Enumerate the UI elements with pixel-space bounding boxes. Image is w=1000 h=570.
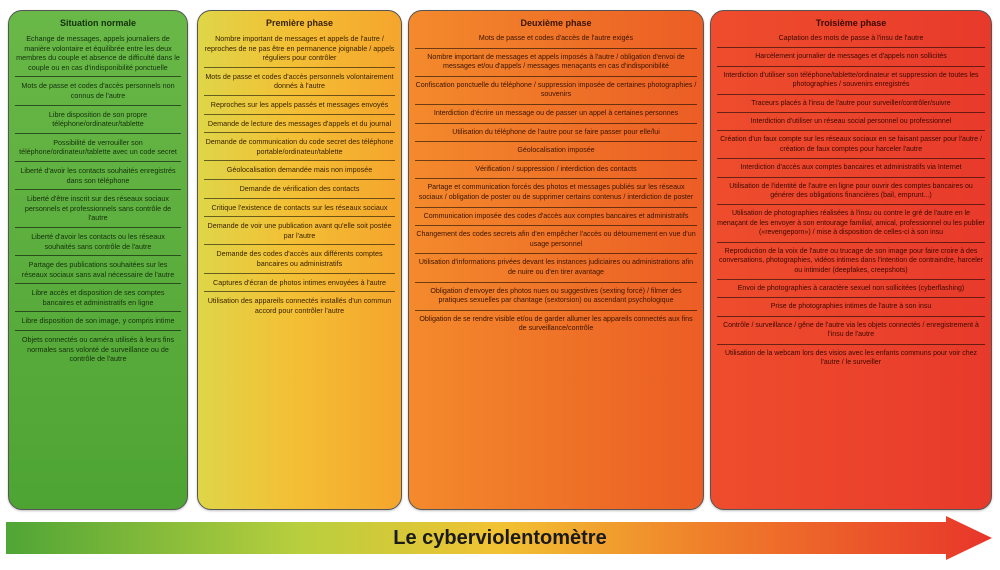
list-item: Captures d'écran de photos intimes envoyées à l'autre xyxy=(204,276,395,293)
list-item: Reproduction de la voix de l'autre ou trucage de son image pour faire croire à des conversations, photographies, vidéos intimes dans l'intention de contraindre, harceler ou intimider (deepfakes, creepshots) xyxy=(717,245,985,280)
list-item: Utilisation de photographies réalisées à l'insu ou contre le gré de l'autre en le menaçant de les envoyer à son entourage familial, amical, professionnel ou les publier («revengeporn») / mise à disposition de celles-ci à son insu xyxy=(717,207,985,242)
list-item: Géolocalisation demandée mais non imposée xyxy=(204,163,395,180)
panel-title: Situation normale xyxy=(59,18,136,28)
list-item: Création d'un faux compte sur les réseaux sociaux en se faisant passer pour l'autre / création de faux comptes pour harceler l'autre xyxy=(717,133,985,159)
list-item: Mots de passe et codes d'accès de l'autre exigés xyxy=(415,32,697,49)
panel-item-list xyxy=(198,32,401,319)
panel-title: Troisième phase xyxy=(815,18,887,28)
list-item: Nombre important de messages et appels de l'autre / reproches de ne pas être en permanence joignable / appels réguliers pour contrôler xyxy=(204,32,395,68)
panel-item-list xyxy=(711,32,991,371)
list-item: Utilisation d'informations privées devant les instances judiciaires ou administrations afin de nuire ou d'en tirer avantage xyxy=(415,256,697,282)
list-item: Utilisation du téléphone de l'autre pour se faire passer pour elle/lui xyxy=(415,126,697,143)
list-item: Demande des codes d'accès aux différents comptes bancaires ou administratifs xyxy=(204,247,395,273)
list-item: Harcèlement journalier de messages et d'appels non sollicités xyxy=(717,50,985,66)
panel-title: Première phase xyxy=(265,18,334,28)
list-item: Nombre important de messages et appels imposés à l'autre / obligation d'envoi de messages et/ou d'appels / messages menaçants en cas d'indisponibilité xyxy=(415,51,697,77)
list-item: Interdiction d'utiliser un réseau social personnel ou professionnel xyxy=(717,115,985,131)
list-item: Captation des mots de passe à l'insu de l'autre xyxy=(717,32,985,48)
list-item: Demande de communication du code secret des téléphone portable/ordinateur/tablette xyxy=(204,135,395,161)
list-item: Possibilité de verrouiller son téléphone/ordinateur/tablette avec un code secret xyxy=(15,136,181,162)
list-item: Demande de vérification des contacts xyxy=(204,182,395,199)
arrow-label: Le cyberviolentomètre xyxy=(393,526,607,549)
panel-first-phase xyxy=(197,10,402,510)
list-item: Libre disposition de son propre téléphone/ordinateur/tablette xyxy=(15,108,181,134)
list-item: Libre disposition de son image, y compris intime xyxy=(15,314,181,331)
list-item: Partage et communication forcés des photos et messages publiés sur les réseaux sociaux / obligation de poster ou de supprimer certains contenus / interdiction de poster xyxy=(415,181,697,207)
list-item: Communication imposée des codes d'accès aux comptes bancaires et administratifs xyxy=(415,210,697,227)
list-item: Interdiction d'accès aux comptes bancaires et administratifs via Internet xyxy=(717,161,985,177)
list-item: Contrôle / surveillance / gêne de l'autre via les objets connectés / enregistrement à l'insu de l'autre xyxy=(717,319,985,345)
list-item: Demande de voir une publication avant qu'elle soit postée par l'autre xyxy=(204,219,395,245)
list-item: Géolocalisation imposée xyxy=(415,144,697,161)
list-item: Utilisation de l'identité de l'autre en ligne pour ouvrir des comptes bancaires ou générer des obligations financières (bail, emprunt...) xyxy=(717,180,985,206)
panel-normal-situation xyxy=(8,10,188,510)
list-item: Obligation de se rendre visible et/ou de garder allumer les appareils connectés aux fins de surveillance/contrôle xyxy=(419,314,693,333)
list-item: Partage des publications souhaitées sur les réseaux sociaux sans aval nécessaire de l'autre xyxy=(15,258,181,284)
list-item: Mots de passe et codes d'accès personnels volontairement donnés à l'autre xyxy=(204,70,395,96)
list-item: Changement des codes secrets afin d'en empêcher l'accès ou détournement en vue d'un usage personnel xyxy=(415,228,697,254)
list-item: Utilisation de la webcam lors des visios avec les enfants communs pour voir chez l'autre / le surveiller xyxy=(724,349,978,366)
list-item: Envoi de photographies à caractère sexuel non sollicitées (cyberflashing) xyxy=(717,282,985,298)
list-item: Liberté d'être inscrit sur des réseaux sociaux personnels et professionnels sans contrôle de l'autre xyxy=(15,192,181,228)
list-item: Liberté d'avoir les contacts ou les réseaux souhaités sans contrôle de l'autre xyxy=(15,230,181,256)
list-item: Interdiction d'écrire un message ou de passer un appel à certaines personnes xyxy=(415,107,697,124)
panel-item-list xyxy=(409,32,703,338)
list-item: Prise de photographies intimes de l'autre à son insu xyxy=(717,300,985,316)
list-item: Objets connectés ou caméra utilisés à leurs fins normales sans volonté de surveillance ou de contrôle de l'autre xyxy=(21,335,175,364)
list-item: Utilisation des appareils connectés installés d'un commun accord pour contrôler l'autre xyxy=(207,296,392,315)
list-item: Traceurs placés à l'insu de l'autre pour surveiller/contrôler/suivre xyxy=(717,97,985,113)
panel-third-phase xyxy=(710,10,992,510)
panel-title: Deuxième phase xyxy=(520,18,592,28)
list-item: Libre accès et disposition de ses comptes bancaires et administratifs en ligne xyxy=(15,286,181,312)
list-item: Demande de lecture des messages d'appels et du journal xyxy=(204,117,395,134)
list-item: Reproches sur les appels passés et messages envoyés xyxy=(204,98,395,115)
list-item: Obligation d'envoyer des photos nues ou suggestives (sexting forcé) / filmer des pratiques sexuelles par chantage (sextorsion) ou ascendant psychologique xyxy=(415,285,697,311)
list-item: Liberté d'avoir les contacts souhaités enregistrés dans son téléphone xyxy=(15,164,181,190)
list-item: Mots de passe et codes d'accès personnels non connus de l'autre xyxy=(15,79,181,105)
panel-item-list xyxy=(9,32,187,368)
gradient-arrow xyxy=(6,516,994,560)
list-item: Confiscation ponctuelle du téléphone / suppression imposée de certaines photographies / souvenirs xyxy=(415,79,697,105)
list-item: Critique l'existence de contacts sur les réseaux sociaux xyxy=(204,201,395,218)
list-item: Echange de messages, appels journaliers de manière volontaire et équilibrée entre les deux membres du couple et absence de difficulté dans le couple ou en cas d'indisponibilité ponctuelle xyxy=(15,32,181,77)
list-item: Vérification / suppression / interdiction des contacts xyxy=(415,163,697,180)
list-item: Interdiction d'utiliser son téléphone/tablette/ordinateur et suppression de toutes les photographies / souvenirs enregistrés xyxy=(717,69,985,95)
panel-second-phase xyxy=(408,10,704,510)
